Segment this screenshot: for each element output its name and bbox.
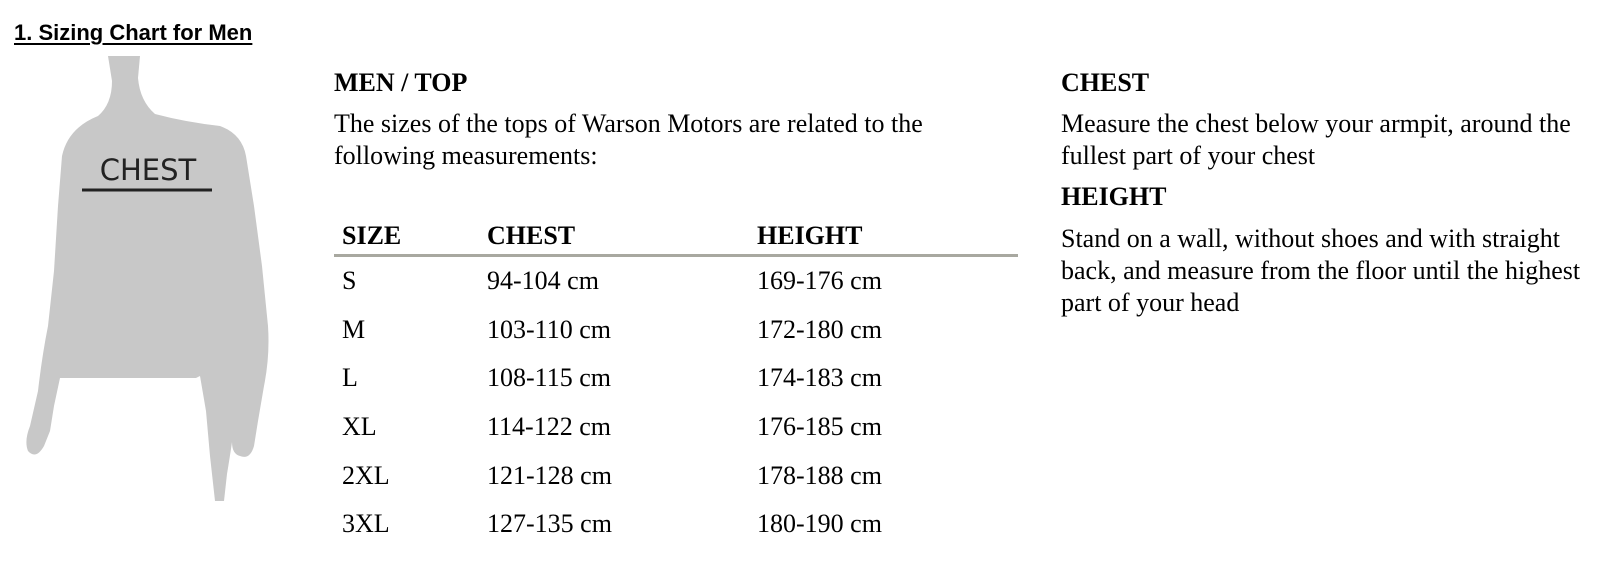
size-table xyxy=(334,218,1018,549)
body-silhouette-graphic xyxy=(20,56,280,516)
chest-cell: 114-122 cm xyxy=(487,412,611,442)
chest-cell: 121-128 cm xyxy=(487,460,612,490)
size-cell: S xyxy=(342,266,357,296)
page-heading: 1. Sizing Chart for Men xyxy=(14,20,253,45)
size-table-header-row xyxy=(334,218,1018,256)
height-guide-title: HEIGHT xyxy=(1061,182,1167,211)
chest-guide-title: CHEST xyxy=(1061,68,1150,97)
chest-guide-text: Measure the chest below your armpit, around the fullest part of your chest xyxy=(1061,109,1571,170)
table-row xyxy=(334,354,1018,403)
table-row xyxy=(334,403,1018,452)
height-cell: 176-185 cm xyxy=(757,412,882,442)
size-column-header: SIZE xyxy=(334,218,479,256)
chest-column-header: CHEST xyxy=(479,218,749,256)
size-cell: L xyxy=(342,363,358,393)
chest-cell: 94-104 cm xyxy=(487,266,599,296)
men-top-description: The sizes of the tops of Warson Motors are related to the following measurements: xyxy=(334,109,923,170)
height-column-header: HEIGHT xyxy=(749,218,1018,256)
chest-figure-label: CHEST xyxy=(99,153,197,187)
torso-silhouette-shape xyxy=(26,56,268,501)
table-row xyxy=(334,256,1018,306)
men-top-title: MEN / TOP xyxy=(334,68,468,97)
height-cell: 178-188 cm xyxy=(757,460,882,490)
size-cell: XL xyxy=(342,412,377,442)
body-silhouette-figure xyxy=(20,56,280,516)
chest-cell: 108-115 cm xyxy=(487,363,611,393)
size-cell: 3XL xyxy=(342,509,390,539)
table-row xyxy=(334,306,1018,355)
table-row xyxy=(334,451,1018,500)
height-cell: 180-190 cm xyxy=(757,509,882,539)
height-cell: 172-180 cm xyxy=(757,314,882,344)
height-cell: 174-183 cm xyxy=(757,363,882,393)
chest-cell: 127-135 cm xyxy=(487,509,612,539)
height-cell: 169-176 cm xyxy=(757,266,882,296)
size-cell: M xyxy=(342,314,366,344)
height-guide-text: Stand on a wall, without shoes and with straight back, and measure from the floor until the highest part of your head xyxy=(1061,224,1581,317)
table-row xyxy=(334,500,1018,549)
chest-cell: 103-110 cm xyxy=(487,314,611,344)
size-cell: 2XL xyxy=(342,460,390,490)
